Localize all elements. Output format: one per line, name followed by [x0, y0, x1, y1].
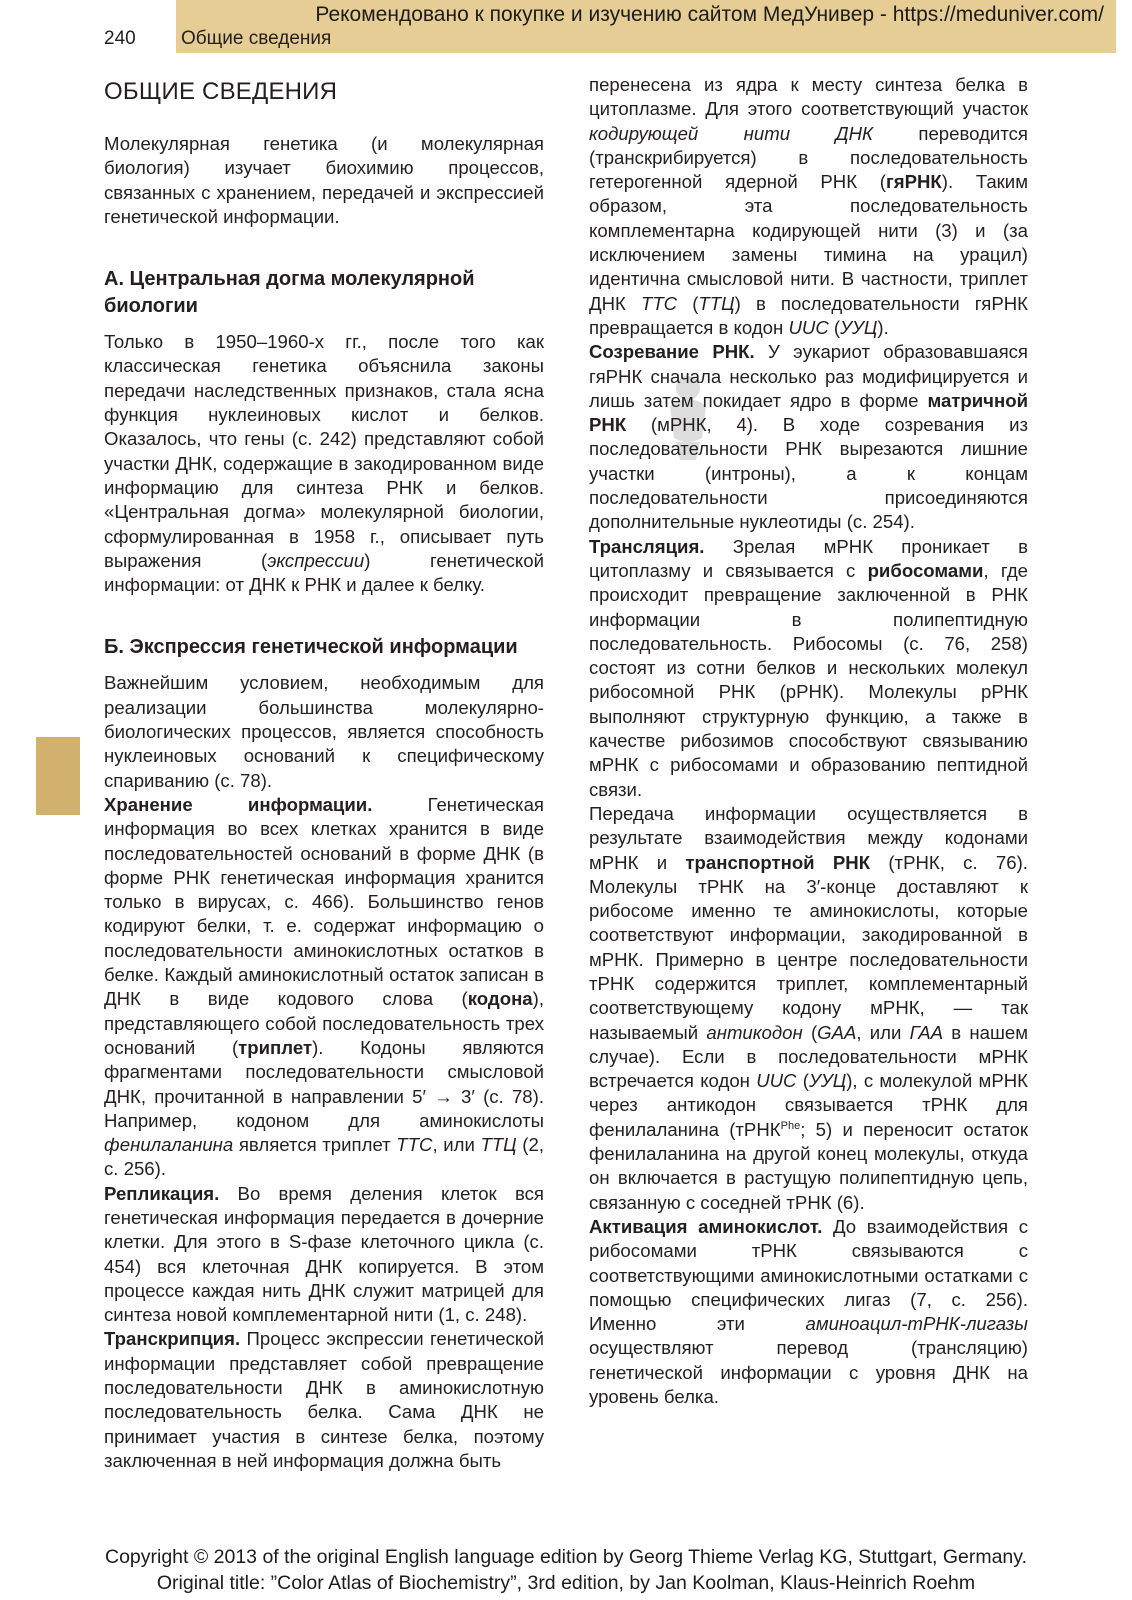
paragraph-information-transfer: Передача информации осуществляется в результате взаимодействия между кодонами мРНК и транспортной РНК (тРНК, с. 76). Молекулы тРНК на 3′-конце доставляют к рибосоме именно те аминокислоты, которые соответствуют информации, закодированной в мРНК. Примерно в центре последовательности тРНК содержится триплет, комплементарный соответствующему кодону мРНК, — так называемый антикодон (GAA, или ГАА в нашем случае). Если в последовательности мРНК встречается кодон UUC (УУЦ), с молекулой мРНК через антикодон связывается тРНК для фенилаланина (тРНК$^{Phe}$; 5) и переносит остаток фенилаланина на другой конец молекулы, откуда он включается в растущую полипептидную цепь, связанную с соседней тРНК (6). — [589, 802, 1028, 1213]
copyright-line-2: Original title: ”Color Atlas of Biochemistry”, 3rd edition, by Jan Koolman, Klaus-Heinrich Roehm — [156, 1572, 976, 1594]
paragraph-information-storage: Хранение информации. Генетическая информация во всех клетках хранится в виде последовательностей оснований в форме ДНК (в форме РНК генетическая информация хранится только в вирусах, с. 466). Большинство генов кодируют белки, т. е. содержат информацию о последовательности аминокислотных остатков в белке. Каждый аминокислотный остаток записан в ДНК в виде кодового слова (кодона), представляющего собой последовательность трех оснований (триплет). Кодоны являются фрагментами последовательности смысловой ДНК, прочитанной в направлении 5′ → 3′ (с. 78). Например, кодоном для аминокислоты фенилаланина является триплет TTC, или ТТЦ (2, с. 256). — [104, 793, 544, 1180]
running-head: Общие сведения — [181, 28, 332, 49]
paragraph-base-pairing: Важнейшим условием, необходимым для реализации большинства молекулярно-биологических процессов, является способность нуклеиновых оснований к специфическому спариванию (с. 78). — [104, 672, 544, 791]
paragraph-transcription-continued: перенесена из ядра к месту синтеза белка в цитоплазме. Для этого соответствующий участок кодирующей нити ДНК переводится (транскрибируется) в последовательность гетерогенной ядерной РНК (гяРНК). Таким образом, эта последовательность комплементарна кодирующей нити (3) и (за исключением замены тимина на урацил) идентична смысловой нити. В частности, триплет ДНК TTC (ТТЦ) в последовательности гяРНК превращается в кодон UUC (УУЦ). — [589, 74, 1028, 338]
heading-gene-expression: Б. Экспрессия генетической информации — [104, 636, 518, 659]
paragraph-transcription: Транскрипция. Процесс экспрессии генетической информации представляет собой превращение последовательности ДНК в аминокислотную последовательность белка. Сама ДНК не принимает участия в синтезе белка, поэтому заключенная в ней информация должна быть — [104, 1328, 544, 1471]
paragraph-translation: Трансляция. Зрелая мРНК проникает в цитоплазму и связывается с рибосомами, где происходит превращение заключенной в РНК информации в полипептидную последовательность. Рибосомы (с. 76, 258) состоят из сотни белков и нескольких молекул рибосомной РНК (рРНК). Молекулы рРНК выполняют структурную функцию, а также в качестве рибозимов способствуют связыванию мРНК с рибосомами и образованию пептидной связи. — [589, 535, 1029, 800]
page-number: 240 — [104, 28, 136, 49]
paragraph-replication: Репликация. Во время деления клеток вся генетическая информация передается в дочерние клетки. Для этого в S-фазе клеточного цикла (с. 454) вся клеточная ДНК копируется. В этом процессе каждая нить ДНК служит матрицей для синтеза новой комплементарной нити (1, с. 248). — [104, 1182, 544, 1326]
chapter-side-tab — [36, 737, 80, 815]
watermark-banner[interactable]: Рекомендовано к покупке и изучению сайтом МедУнивер - https://meduniver.com/ — [315, 3, 1104, 26]
paragraph-central-dogma: Только в 1950–1960-х гг., после того как классическая генетика объяснила законы передачи наследственных признаков, стала ясна функция нуклеиновых кислот и белков. Оказалось, что гены (с. 242) представляют собой участки ДНК, содержащие в закодированном виде информацию для синтеза РНК и белков. «Центральная догма» молекулярной биологии, сформулированная в 1958 г., описывает путь выражения (экспрессии) генетической информации: от ДНК к РНК и далее к белку. — [104, 331, 544, 596]
intro-paragraph: Молекулярная генетика (и молекулярная биология) изучает биохимию процессов, связанных с хранением, передачей и экспрессией генетической информации. — [104, 133, 544, 227]
copyright-line-1: Copyright © 2013 of the original English language edition by Georg Thieme Verlag KG, Stuttgart, Germany. — [104, 1546, 1027, 1568]
right-column — [589, 73, 1028, 1409]
left-column — [104, 78, 544, 1473]
heading-central-dogma: А. Центральная догма молекулярной биологии — [104, 268, 475, 318]
section-title: ОБЩИЕ СВЕДЕНИЯ — [104, 78, 338, 105]
paragraph-rna-maturation: Созревание РНК. У эукариот образовавшаяся гяРНК сначала несколько раз модифицируется и лишь затем покидает ядро в форме матричной РНК (мРНК, 4). В ходе созревания из последовательности РНК вырезаются лишние участки (интроны), а к концам последовательности присоединяются дополнительные нуклеотиды (с. 254). — [589, 341, 1028, 533]
paragraph-amino-acid-activation: Активация аминокислот. До взаимодействия с рибосомами тРНК связываются с соответствующими аминокислотными остатками с помощью специфических лигаз (7, с. 256). Именно эти аминоацил-тРНК-лигазы осуществляют перевод (трансляцию) генетической информации с уровня ДНК на уровень белка. — [589, 1215, 1029, 1408]
